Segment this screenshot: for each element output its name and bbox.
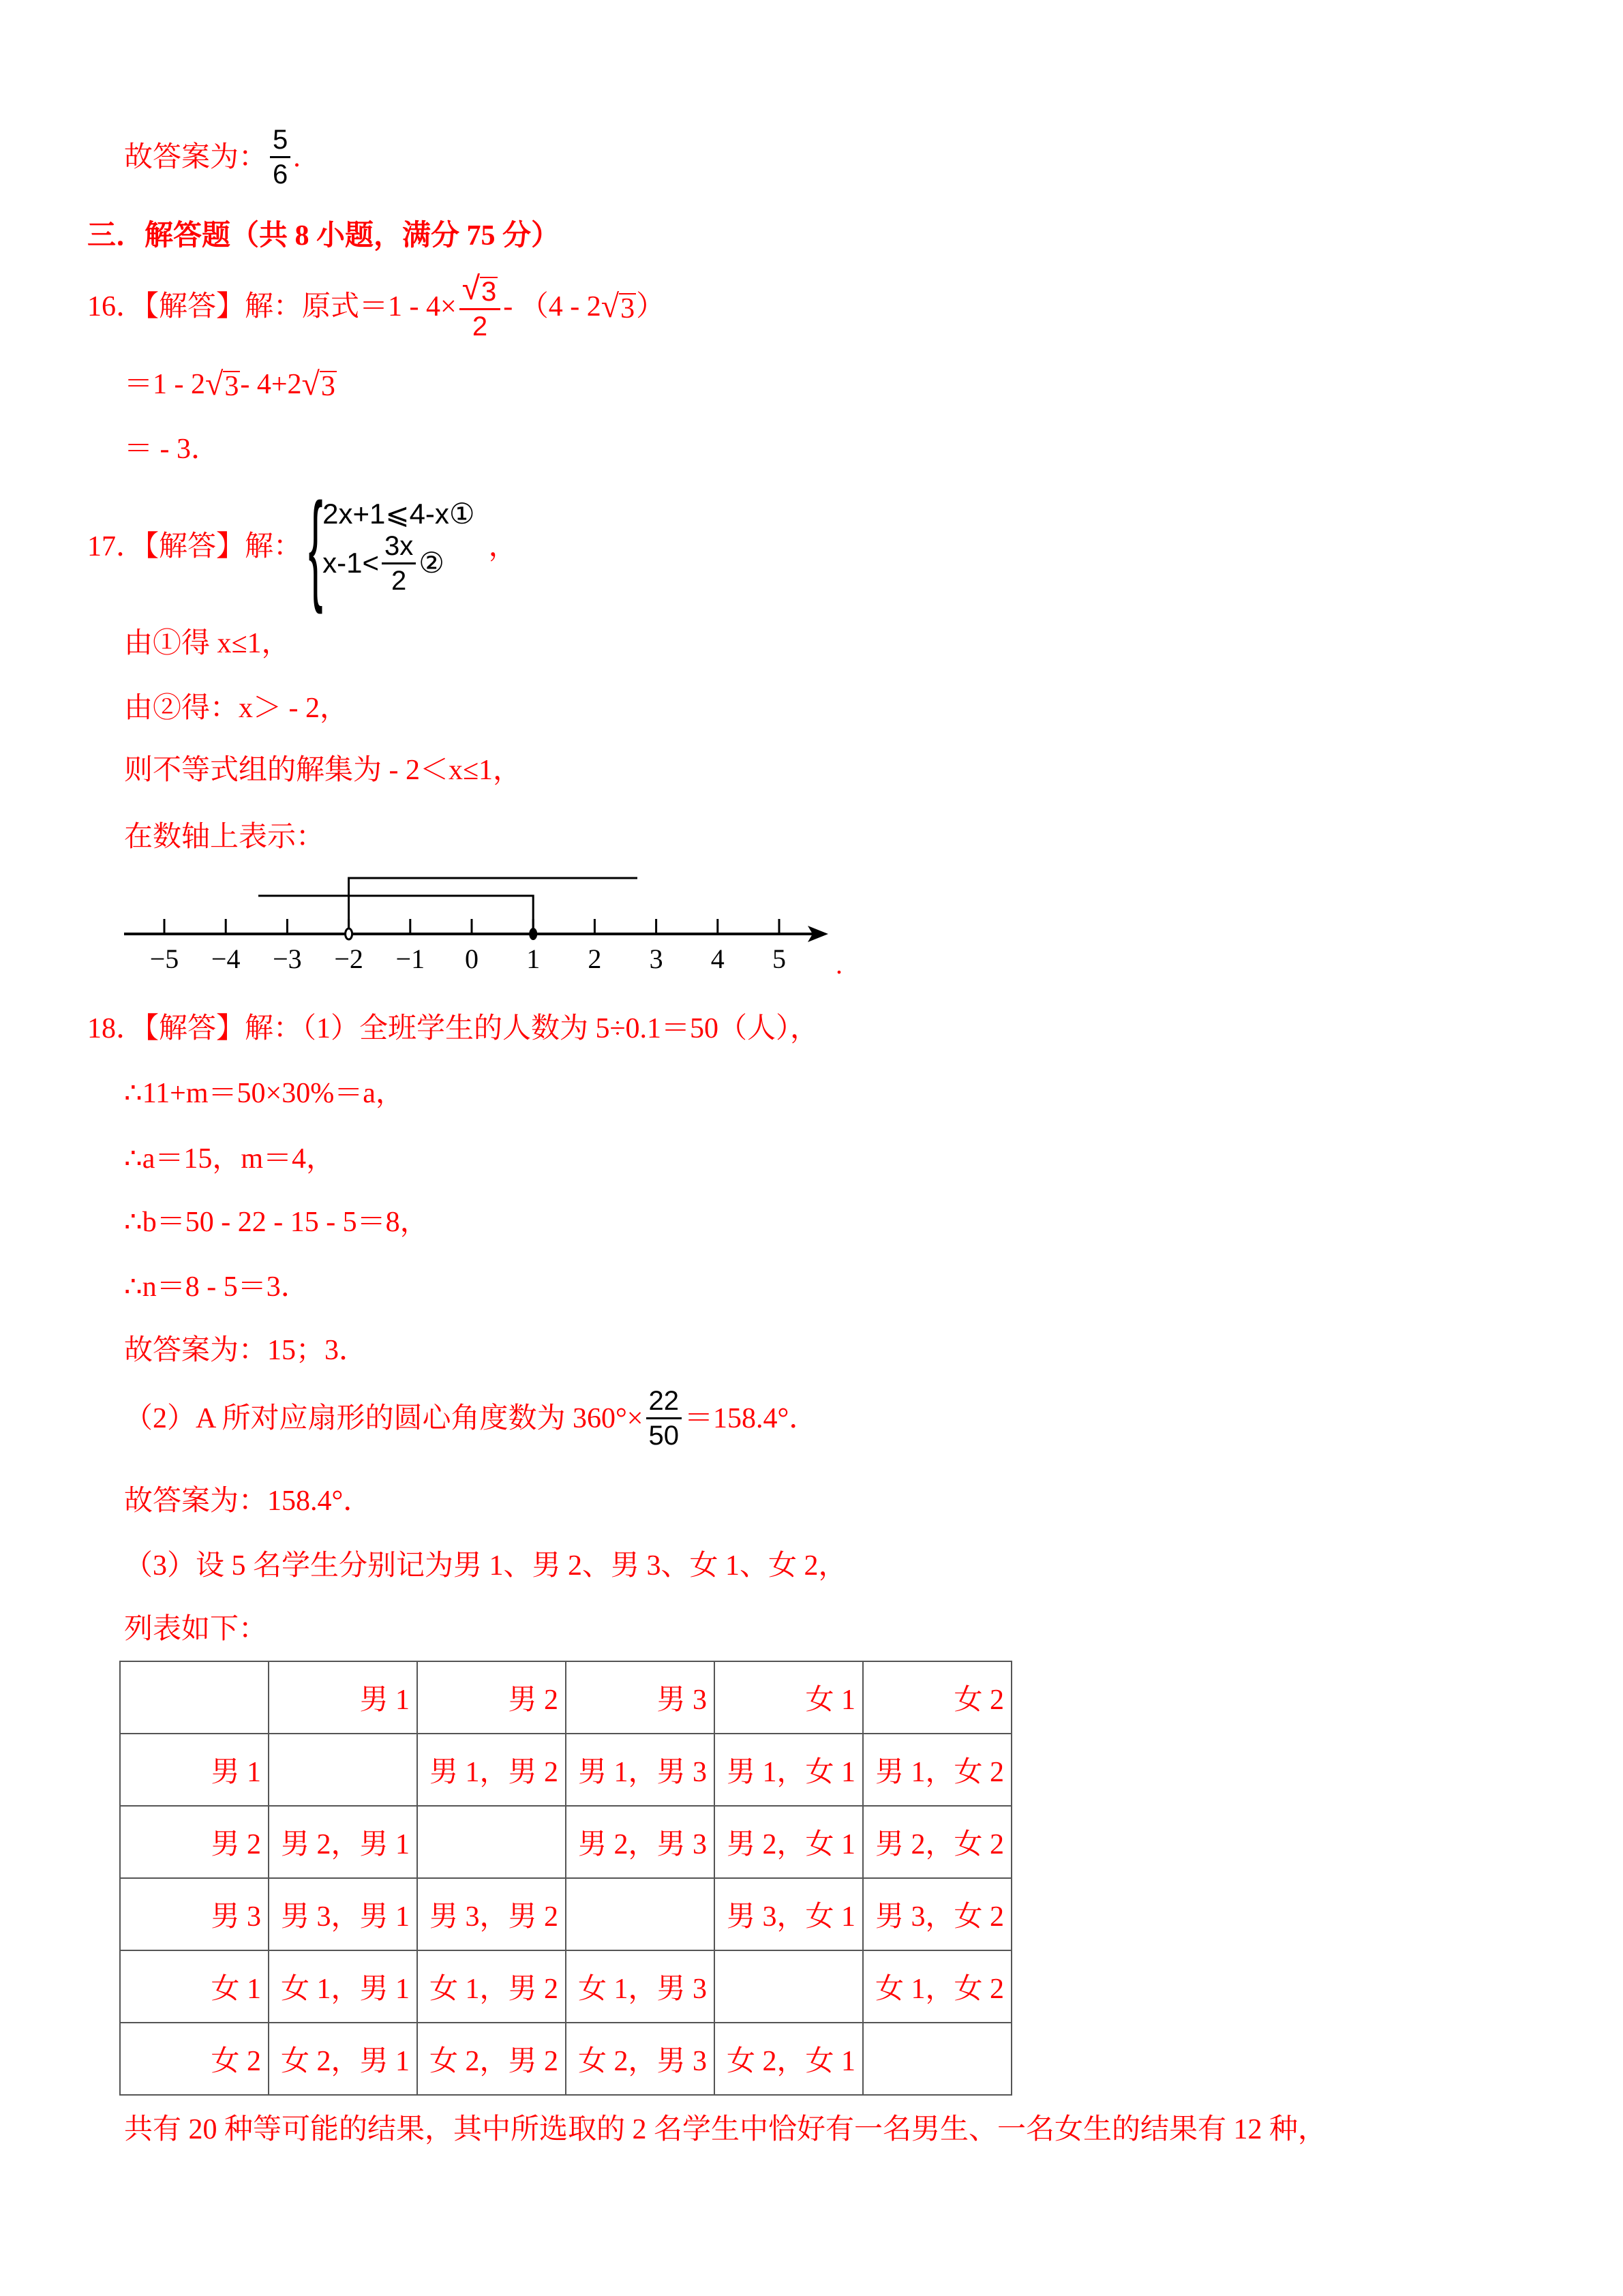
tick-label: −1 xyxy=(395,943,425,974)
denominator: 6 xyxy=(273,160,288,190)
closed-point xyxy=(529,928,537,940)
table-cell: 男 3，女 2 xyxy=(863,1878,1012,1950)
text: ＝158.4°． xyxy=(684,1402,818,1434)
inequality-1: 2x+1⩽4-x① xyxy=(322,497,475,530)
q18-line9: （3）设 5 名学生分别记为男 1、男 2、男 3、女 1、女 2， xyxy=(124,1550,847,1582)
radicand: 3 xyxy=(481,277,497,307)
table-cell: 男 3 xyxy=(566,1661,714,1734)
text: （2）A 所对应扇形的圆心角度数为 360°× xyxy=(124,1402,643,1434)
solution-bracket-2 xyxy=(258,896,533,934)
q16-line3: ＝ - 3． xyxy=(124,434,219,465)
table-cell: 男 3，女 1 xyxy=(714,1878,863,1950)
q17-step3: 则不等式组的解集为 - 2＜x≤1， xyxy=(124,755,522,786)
table-cell: 女 1，男 2 xyxy=(417,1950,566,2023)
q18-line4: ∴b＝50 - 22 - 15 - 5＝8， xyxy=(124,1207,429,1238)
denominator: 50 xyxy=(648,1421,679,1451)
table-cell: 男 2，女 1 xyxy=(714,1806,863,1878)
table-cell: 女 2，男 1 xyxy=(269,2023,417,2095)
q18-line10: 列表如下： xyxy=(124,1614,268,1645)
numerator: 3x xyxy=(382,532,416,564)
table-cell: 男 3，男 1 xyxy=(269,1878,417,1950)
table-cell: 女 2，女 1 xyxy=(714,2023,863,2095)
q18-line11: 共有 20 种等可能的结果，其中所选取的 2 名学生中恰好有一名男生、一名女生的结果有 12 种， xyxy=(124,2114,1327,2145)
q17-label: 17．【解答】解： xyxy=(87,531,303,562)
q16-label: 16．【解答】解：原式＝1 - 4× xyxy=(87,290,457,322)
fraction xyxy=(382,532,416,594)
answer-label: 故答案为： xyxy=(124,141,268,173)
fraction xyxy=(459,273,501,340)
q17-step4: 在数轴上表示： xyxy=(124,821,325,853)
table-cell xyxy=(120,1661,269,1734)
comma: ， xyxy=(488,531,517,562)
q18-line8: 故答案为：158.4°． xyxy=(124,1485,372,1517)
q18-line7 xyxy=(124,1387,817,1449)
q16-line1 xyxy=(87,273,665,340)
table-cell: 女 2 xyxy=(863,1661,1012,1734)
q18-line5: ∴n＝8 - 5＝3． xyxy=(124,1271,309,1303)
sqrt: √ 3 xyxy=(601,288,635,324)
table-cell: 男 1 xyxy=(269,1661,417,1734)
prev-answer xyxy=(124,126,301,188)
table-row xyxy=(120,1734,1012,1806)
brace: { xyxy=(308,478,323,615)
period: . xyxy=(836,949,843,980)
fraction xyxy=(270,126,290,188)
table-cell xyxy=(863,2023,1012,2095)
table-cell: 女 2 xyxy=(120,2023,269,2095)
table-row xyxy=(120,1878,1012,1950)
radicand: 3 xyxy=(620,292,635,324)
fraction xyxy=(646,1387,682,1449)
tick-label: −2 xyxy=(334,943,363,974)
table-cell: 女 1 xyxy=(714,1661,863,1734)
q18-line2: ∴11+m＝50×30%＝a， xyxy=(124,1078,404,1109)
table-cell: 男 2，男 1 xyxy=(269,1806,417,1878)
q16-line2 xyxy=(124,368,337,401)
tick-label: 2 xyxy=(588,943,602,974)
q17-step1: 由①得 x≤1， xyxy=(124,628,290,659)
denominator: 2 xyxy=(472,312,488,342)
q17-line1 xyxy=(87,478,517,615)
table-row xyxy=(120,1950,1012,2023)
tick-label: −4 xyxy=(211,943,241,974)
table-cell: 男 3，男 2 xyxy=(417,1878,566,1950)
sqrt: √ 3 xyxy=(205,366,239,402)
table-cell: 男 1，男 2 xyxy=(417,1734,566,1806)
table-cell: 男 2 xyxy=(120,1806,269,1878)
table-cell: 男 1，女 2 xyxy=(863,1734,1012,1806)
text: x-1< xyxy=(322,547,380,579)
tick-label: −5 xyxy=(149,943,179,974)
tick-label: 0 xyxy=(465,943,479,974)
radicand: 3 xyxy=(224,371,239,402)
table-cell: 女 1，男 3 xyxy=(566,1950,714,2023)
table-cell: 男 1，女 1 xyxy=(714,1734,863,1806)
table-cell: 男 2 xyxy=(417,1661,566,1734)
inequality-system xyxy=(302,478,475,615)
table-row xyxy=(120,2023,1012,2095)
q18-line3: ∴a＝15，m＝4， xyxy=(124,1143,335,1175)
table-cell: 男 1 xyxy=(120,1734,269,1806)
outcome-table xyxy=(119,1661,1012,2096)
table-cell: 女 1，男 1 xyxy=(269,1950,417,2023)
q18-line1: 18．【解答】解：（1）全班学生的人数为 5÷0.1＝50（人）， xyxy=(87,1013,819,1044)
inequality-2 xyxy=(322,532,474,594)
table-row xyxy=(120,1661,1012,1734)
table-cell xyxy=(566,1878,714,1950)
table-cell: 女 1，女 2 xyxy=(863,1950,1012,2023)
table-cell: 女 2，男 2 xyxy=(417,2023,566,2095)
table-cell: 女 1 xyxy=(120,1950,269,2023)
numerator: 22 xyxy=(646,1387,682,1419)
table-cell: 女 2，男 3 xyxy=(566,2023,714,2095)
q18-line6: 故答案为：15；3． xyxy=(124,1335,368,1366)
table-cell: 男 2，女 2 xyxy=(863,1806,1012,1878)
text: ② xyxy=(419,547,444,579)
table-cell xyxy=(417,1806,566,1878)
open-point xyxy=(346,928,352,939)
table-cell: 男 3 xyxy=(120,1878,269,1950)
table-cell xyxy=(714,1950,863,2023)
tick-label: 4 xyxy=(710,943,725,974)
denominator: 2 xyxy=(391,565,407,596)
section-title: 三．解答题（共 8 小题，满分 75 分） xyxy=(87,220,560,252)
text: - （4 - 2 xyxy=(503,290,601,322)
text: - 4+2 xyxy=(240,369,302,400)
numerator: 5 xyxy=(270,126,290,158)
tick-label: 3 xyxy=(649,943,663,974)
text: ） xyxy=(636,290,665,322)
tick-label: 5 xyxy=(772,943,786,974)
tick-label: 1 xyxy=(526,943,541,974)
tick-label: −3 xyxy=(273,943,302,974)
table-row xyxy=(120,1806,1012,1878)
sqrt: √ 3 xyxy=(459,273,501,310)
number-line xyxy=(0,859,886,995)
radicand: 3 xyxy=(320,371,335,402)
q17-step2: 由②得：x＞ - 2， xyxy=(124,693,348,724)
sqrt: √ 3 xyxy=(301,366,335,402)
table-cell: 男 1，男 3 xyxy=(566,1734,714,1806)
period: . xyxy=(293,141,301,173)
table-cell xyxy=(269,1734,417,1806)
text: ＝1 - 2 xyxy=(124,369,205,400)
table-cell: 男 2，男 3 xyxy=(566,1806,714,1878)
